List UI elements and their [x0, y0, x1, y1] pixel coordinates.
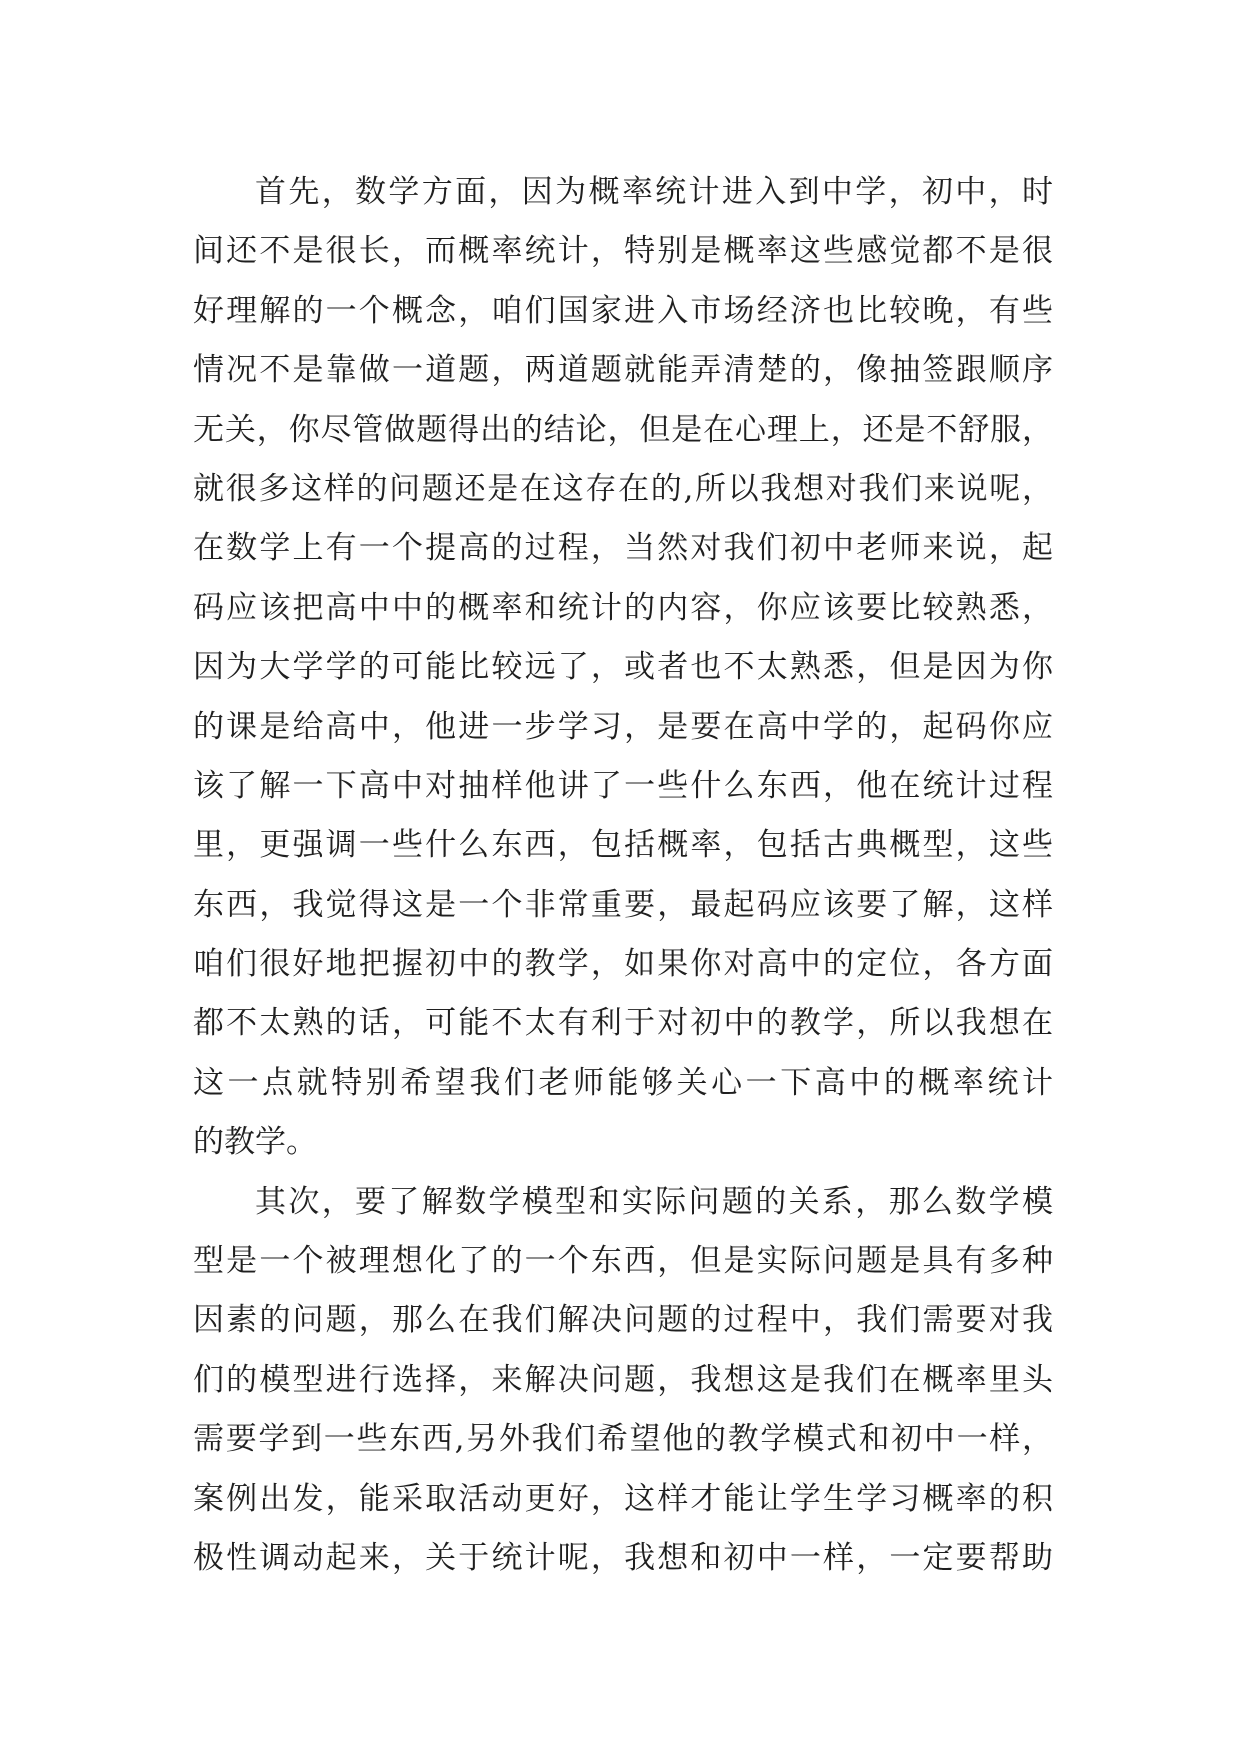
text-line: 型是一个被理想化了的一个东西，但是实际问题是具有多种: [193, 1243, 1053, 1280]
text-line: 码应该把高中中的概率和统计的内容，你应该要比较熟悉，: [193, 589, 1053, 626]
text-line: 情况不是靠做一道题，两道题就能弄清楚的，像抽签跟顺序: [193, 352, 1053, 389]
text-line: 里，更强调一些什么东西，包括概率，包括古典概型，这些: [193, 827, 1053, 864]
text-line: 在数学上有一个提高的过程，当然对我们初中老师来说，起: [193, 530, 1053, 567]
text-line: 们的模型进行选择，来解决问题，我想这是我们在概率里头: [193, 1361, 1053, 1398]
text-line: 就很多这样的问题还是在这存在的,所以我想对我们来说呢，: [193, 470, 1053, 507]
text-line: 需要学到一些东西,另外我们希望他的教学模式和初中一样，: [193, 1421, 1053, 1458]
text-line: 好理解的一个概念，咱们国家进入市场经济也比较晚，有些: [193, 292, 1053, 329]
text-line: 都不太熟的话，可能不太有利于对初中的教学，所以我想在: [193, 1005, 1053, 1042]
text-line: 间还不是很长，而概率统计，特别是概率这些感觉都不是很: [193, 233, 1053, 270]
document-body: [193, 163, 1053, 1588]
text-line: 东西，我觉得这是一个非常重要，最起码应该要了解，这样: [193, 886, 1053, 923]
text-line: 该了解一下高中对抽样他讲了一些什么东西，他在统计过程: [193, 767, 1053, 804]
text-line: 的教学。: [193, 1124, 317, 1161]
text-line: 其次，要了解数学模型和实际问题的关系，那么数学模: [255, 1183, 1053, 1220]
paragraph-1: [193, 163, 1053, 1173]
text-line: 因素的问题，那么在我们解决问题的过程中，我们需要对我: [193, 1302, 1053, 1339]
text-line: 的课是给高中，他进一步学习，是要在高中学的，起码你应: [193, 708, 1053, 745]
text-line: 无关，你尽管做题得出的结论，但是在心理上，还是不舒服，: [193, 411, 1053, 448]
text-line: 因为大学学的可能比较远了，或者也不太熟悉，但是因为你: [193, 649, 1053, 686]
paragraph-2: [193, 1173, 1053, 1589]
text-line: 这一点就特别希望我们老师能够关心一下高中的概率统计: [193, 1064, 1053, 1101]
text-line: 案例出发，能采取活动更好，这样才能让学生学习概率的积: [193, 1480, 1053, 1517]
text-line: 极性调动起来，关于统计呢，我想和初中一样，一定要帮助: [193, 1539, 1053, 1576]
text-line: 首先，数学方面，因为概率统计进入到中学，初中，时: [255, 174, 1053, 210]
text-line: 咱们很好地把握初中的教学，如果你对高中的定位，各方面: [193, 946, 1053, 983]
